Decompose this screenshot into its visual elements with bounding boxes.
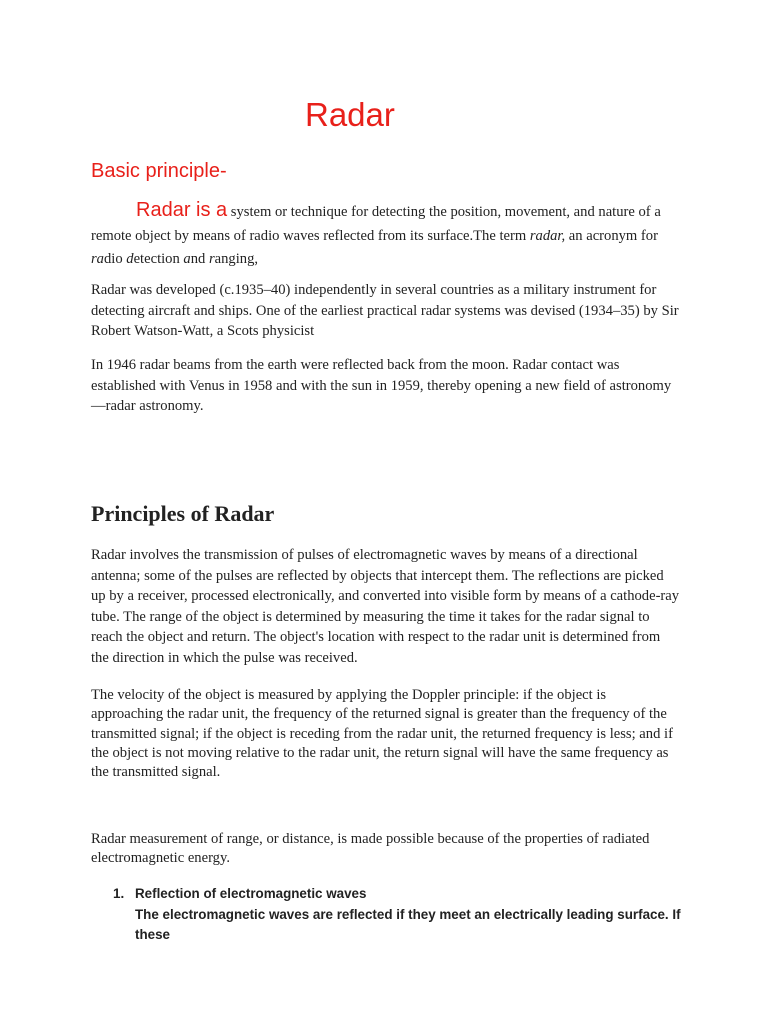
list-item <box>135 884 683 946</box>
numbered-list <box>113 884 683 946</box>
doppler-paragraph: The velocity of the object is measured by applying the Doppler principle: if the object is approaching the radar unit, the frequency of the returned signal is greater than the frequency of the transmitted signal; if the object is receding from the radar unit, the returned frequency is less; and if the object is not moving relative to the radar unit, the return signal will have the same frequency as the transmitted signal. <box>91 687 673 781</box>
history-paragraph: Radar was developed (c.1935–40) independently in several countries as a military instrument for detecting aircraft and ships. One of the earliest practical radar systems was devised (1934–35) by Sir Robert Watson-Watt, a Scots physicist <box>91 282 679 340</box>
document-title: Radar <box>305 96 395 133</box>
intro-paragraph: Radar is a system or technique for detecting the position, movement, and nature of a remote object by means of radio waves reflected from its surface.The term radar, an acronym for radio detection and ranging, <box>91 199 661 267</box>
intro-term: radar, <box>529 227 566 244</box>
intro-lead: Radar is a <box>136 199 228 221</box>
list-item-heading: Reflection of electromagnetic waves <box>135 886 367 901</box>
list-number: 1. <box>113 886 125 901</box>
range-paragraph: Radar measurement of range, or distance, is made possible because of the properties of radiated electromagnetic energy. <box>91 831 650 867</box>
astronomy-paragraph: In 1946 radar beams from the earth were reflected back from the moon. Radar contact was established with Venus in 1958 and with the sun in 1959, thereby opening a new field of astronomy—radar astronomy. <box>91 357 672 415</box>
section-subtitle: Basic principle- <box>91 160 227 182</box>
intro-text: system or technique for detecting the position, movement, and nature of a remote object by means of radio waves reflected from its surface.The term <box>91 204 661 244</box>
principles-paragraph: Radar involves the transmission of pulses of electromagnetic waves by means of a directional antenna; some of the pulses are reflected by objects that intercept them. The reflections are picked up by a receiver, processed electronically, and converted into visible form by means of a cathode-ray tube. The range of the object is determined by measuring the time it takes for the radar signal to reach the object and return. The object's location with respect to the radar unit is determined from the direction in which the pulse was received. <box>91 547 680 666</box>
list-item-text: The electromagnetic waves are reflected if they meet an electrically leading surface. If these <box>135 906 681 942</box>
section-heading: Principles of Radar <box>91 501 275 526</box>
